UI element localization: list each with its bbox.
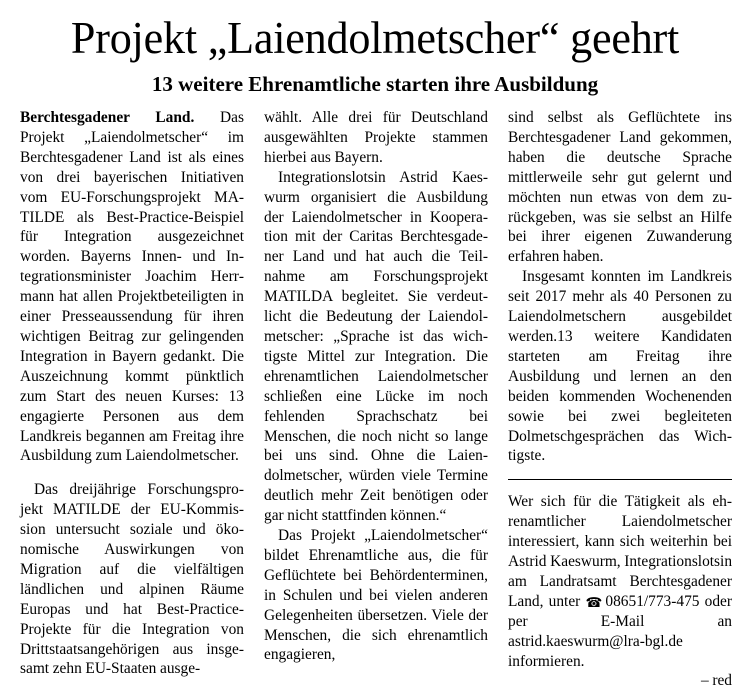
contact-info-box: [508, 492, 732, 691]
paragraph: Das dreijährige Forschungsprojekt MATILDE der EU-Kommission untersucht soziale und ökonomische Auswirkungen von Migration auf die vielfältigen ländlichen und alpinen Räume Europas und hat Best-Practice-Projekte für die Integration von Drittstaatsangehörigen aus insgesamt zehn EU-Staaten ausge-: [20, 481, 244, 678]
telephone-icon: ☎: [585, 594, 603, 611]
dateline-lead-in: Berchtesgadener Land.: [20, 109, 195, 126]
article-column-2: [264, 108, 488, 665]
page-title: Projekt „Laiendolmetscher“ geehrt: [70, 13, 680, 63]
paragraph: Insgesamt konnten im Landkreis seit 2017 mehr als 40 Personen zu Laiendolmetschern ausgebildet werden.13 weitere Kandidaten starteten am Freitag ihre Ausbildung und lernen an den beiden kommenden Wochenenden sowie bei zwei begleiteten Dolmetschgesprächen das Wichtigste.: [508, 268, 732, 465]
article-column-1: [20, 108, 244, 679]
paragraph-text: Das Projekt „Laiendolmetscher“ im Berchtesgadener Land ist als eines von drei bayerischen Initiativen vom EU-Forschungsprojekt MATILDE als Best-Practice-Beispiel für Integration ausgezeichnet worden. Bayerns Innen- und Integrationsminister Joachim Herrmann hat allen Projektbeteiligten in einer Presseaussendung für ihren wichtigen Beitrag zur gelingenden Integration in Bayern gedankt. Die Auszeichnung kommt pünktlich zum Start des neuen Kurses: 13 engagierte Personen aus dem Landkreis begannen am Freitag ihre Ausbildung zum Laiendolmetscher.: [20, 109, 244, 465]
paragraph: sind selbst als Geflüchtete ins Berchtesgadener Land gekommen, haben die deutsche Sprache mittlerweile sehr gut gelernt und möchten nun etwas von dem zurückgeben, was sie selbst an Hilfe bei ihrer eigenen Zuwanderung erfahren haben.: [508, 109, 732, 266]
article-column-3: [508, 108, 732, 691]
contact-text-before-phone: Wer sich für die Tätigkeit als ehrenamtlicher Laiendolmetscher interessiert, kann sich weiterhin bei Astrid Kaeswurm, Integrationslotsin am Landratsamt Berchtesgadener Land, unter: [508, 493, 733, 610]
section-divider: [508, 479, 732, 480]
paragraph: wählt. Alle drei für Deutschland ausgewählten Projekte stammen hierbei aus Bayern.: [264, 109, 488, 166]
paragraph: [20, 108, 244, 466]
paragraph: Das Projekt „Laiendolmetscher“ bildet Ehrenamtliche aus, die für Geflüchtete bei Behördenterminen, in Schulen und bei vielen anderen Gelegenheiten übersetzen. Viele der Menschen, die sich ehrenamtlich engagieren,: [264, 527, 488, 664]
contact-text-after-phone: oder per E-Mail an astrid.kaeswurm@lra-bgl.de informieren.: [508, 592, 733, 670]
article-body-columns: [20, 108, 732, 691]
byline: – red: [701, 672, 732, 690]
phone-number: 08651/773-475: [605, 592, 700, 610]
paragraph: Integrationslotsin Astrid Kaeswurm organisiert die Ausbildung der Laiendolmetscher in Kooperation mit der Caritas Berchtesgadener Land und hat auch die Teilnahme am Forschungsprojekt MATILDA begleitet. Sie verdeutlicht die Bedeutung der Laiendolmetscher: „Sprache ist das wichtigste Mittel zur Integration. Die ehrenamtlichen Laiendolmetscher schließen eine Lücke im noch fehlenden Sprachschatz bei Menschen, die noch nicht so lange bei uns sind. Ohne die Laiendolmetscher, würden viele Termine deutlich mehr Zeit benötigen oder gar nicht stattfinden können.“: [264, 168, 488, 525]
article-subhead: 13 weitere Ehrenamtliche starten ihre Ausbildung: [151, 72, 599, 96]
